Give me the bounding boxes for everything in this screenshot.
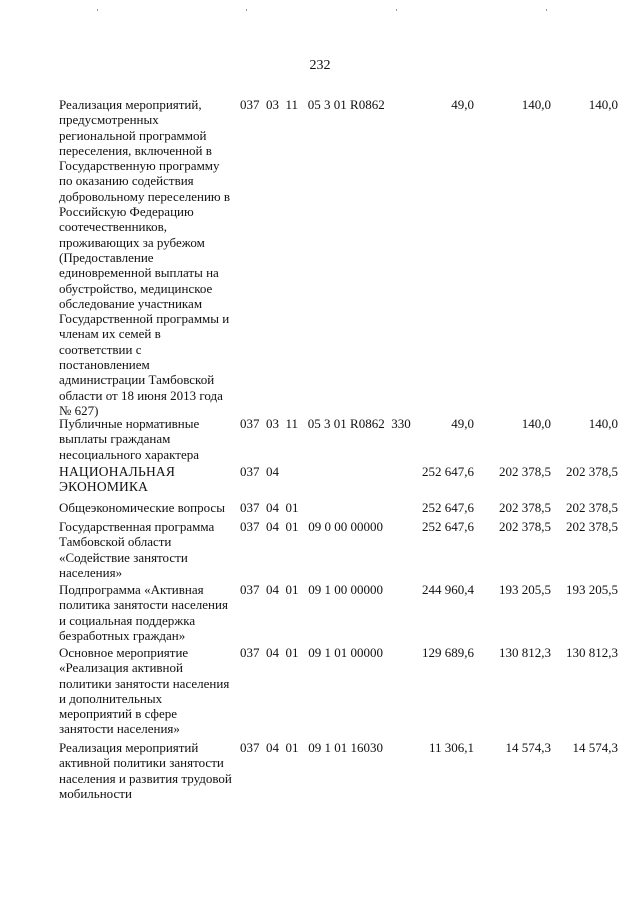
row-value-3: 140,0 <box>588 416 618 431</box>
row-value-3: 202 378,5 <box>566 519 618 534</box>
row-value-1: 244 960,4 <box>422 582 474 597</box>
row-value-2: 202 378,5 <box>499 464 551 479</box>
row-name: Государственная программа Тамбовской области «Содействие занятости населения» <box>59 519 215 580</box>
row-code: 037 04 01 09 1 00 00000 <box>240 582 383 597</box>
row-value-2: 140,0 <box>521 97 551 112</box>
row-value-1: 129 689,6 <box>422 645 474 660</box>
scan-mark <box>396 9 397 11</box>
row-value-1: 252 647,6 <box>422 500 474 515</box>
row-code: 037 04 01 09 0 00 00000 <box>240 519 383 534</box>
row-name: Основное мероприятие «Реализация активной политики занятости населения и дополнительных мероприятий в сфере занятости населения» <box>59 645 230 737</box>
row-value-2: 140,0 <box>521 416 551 431</box>
scan-mark <box>546 9 547 11</box>
row-code: 037 03 11 05 3 01 R0862 330 <box>240 416 411 431</box>
row-code: 037 04 01 <box>240 500 299 515</box>
row-value-2: 130 812,3 <box>499 645 551 660</box>
row-value-2: 193 205,5 <box>499 582 551 597</box>
row-name: Реализация мероприятий активной политики занятости населения и развития трудовой мобильности <box>59 740 232 801</box>
row-code: 037 04 01 09 1 01 16030 <box>240 740 383 755</box>
row-name: Подпрограмма «Активная политика занятости населения и социальная поддержка безработных граждан» <box>59 582 228 643</box>
row-name: Общеэкономические вопросы <box>59 500 225 515</box>
row-value-2: 14 574,3 <box>505 740 551 755</box>
row-value-1: 252 647,6 <box>422 519 474 534</box>
row-value-3: 202 378,5 <box>566 500 618 515</box>
row-value-3: 202 378,5 <box>566 464 618 479</box>
row-value-1: 252 647,6 <box>422 464 474 479</box>
row-value-3: 130 812,3 <box>566 645 618 660</box>
row-name: НАЦИОНАЛЬНАЯ ЭКОНОМИКА <box>59 464 176 495</box>
row-value-3: 193 205,5 <box>566 582 618 597</box>
row-value-2: 202 378,5 <box>499 519 551 534</box>
row-name: Реализация мероприятий, предусмотренных региональной программой переселения, включенной в Государственную программу по оказанию содействия добровольному переселению в Российскую Федерацию соотечественников, проживающих за рубежом (Предоставление единовременной выплаты на обустройство, медицинское обследование участникам Государственной программы и членам их семей в соответствии с постановлением администрации Тамбовской области от 18 июня 2013 года № 627) <box>59 97 230 418</box>
row-value-3: 14 574,3 <box>572 740 618 755</box>
row-code: 037 03 11 05 3 01 R0862 <box>240 97 385 112</box>
scan-mark <box>246 9 247 11</box>
page-number: 232 <box>309 58 331 73</box>
row-value-1: 11 306,1 <box>428 740 474 755</box>
row-value-3: 140,0 <box>588 97 618 112</box>
row-value-2: 202 378,5 <box>499 500 551 515</box>
row-code: 037 04 01 09 1 01 00000 <box>240 645 383 660</box>
row-value-1: 49,0 <box>451 416 474 431</box>
row-code: 037 04 <box>240 464 279 479</box>
scan-mark <box>97 9 98 11</box>
row-value-1: 49,0 <box>451 97 474 112</box>
row-name: Публичные нормативные выплаты гражданам несоциального характера <box>59 416 200 462</box>
